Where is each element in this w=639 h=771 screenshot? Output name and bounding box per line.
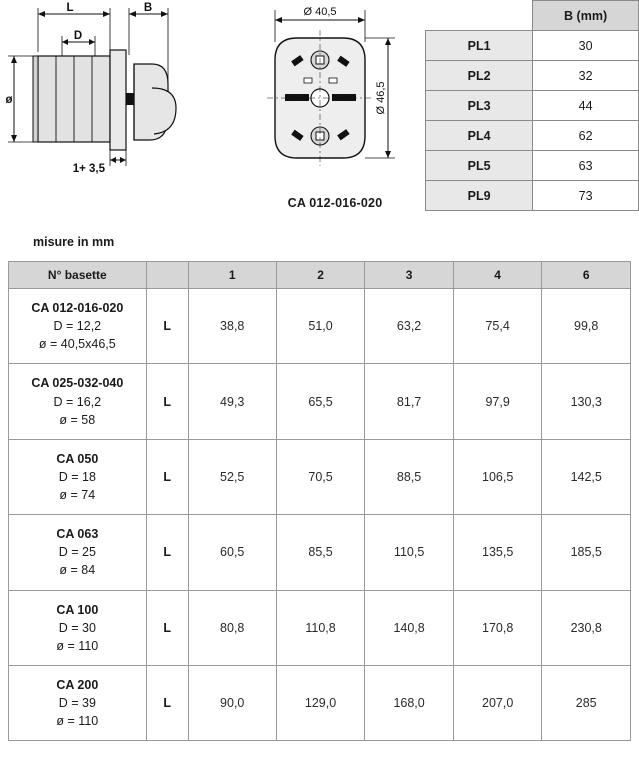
table-row — [426, 61, 639, 91]
pl-header-blank — [426, 1, 533, 31]
product-d: D = 16,2 — [53, 394, 102, 409]
product-code: CA 012-016-020 — [31, 301, 124, 315]
product-diameter: ø = 84 — [59, 563, 96, 578]
header-4: 4 — [453, 262, 542, 289]
product-name-cell — [9, 665, 147, 740]
dimension-table — [8, 261, 631, 741]
value-cell: 110,5 — [365, 515, 454, 590]
product-code: CA 050 — [56, 451, 99, 466]
table-row — [9, 364, 631, 439]
pl-name: PL1 — [426, 31, 533, 61]
product-diameter: ø = 40,5x46,5 — [38, 337, 116, 352]
product-diameter: ø = 110 — [56, 714, 99, 729]
svg-text:ø: ø — [5, 94, 13, 106]
pl-b-table — [425, 0, 639, 211]
product-name-cell — [9, 515, 147, 590]
value-cell: 207,0 — [453, 665, 542, 740]
measure-note: misure in mm — [33, 235, 115, 249]
value-cell: 88,5 — [365, 439, 454, 514]
value-cell: 49,3 — [188, 364, 276, 439]
value-cell: 140,8 — [365, 590, 454, 665]
value-cell: 130,3 — [542, 364, 631, 439]
value-cell: 129,0 — [276, 665, 365, 740]
value-cell: 80,8 — [188, 590, 276, 665]
face-view-drawing — [245, 0, 425, 225]
value-cell: 230,8 — [542, 590, 631, 665]
table-row — [9, 289, 631, 364]
value-cell: 135,5 — [453, 515, 542, 590]
pl-value: 44 — [533, 91, 639, 121]
value-cell: 97,9 — [453, 364, 542, 439]
pl-name: PL4 — [426, 121, 533, 151]
l-label: L — [146, 289, 188, 364]
value-cell: 142,5 — [542, 439, 631, 514]
drawings-area — [0, 0, 639, 225]
product-diameter: ø = 110 — [56, 638, 99, 653]
table-row — [426, 121, 639, 151]
value-cell: 60,5 — [188, 515, 276, 590]
value-cell: 70,5 — [276, 439, 365, 514]
value-cell: 51,0 — [276, 289, 365, 364]
product-d: D = 12,2 — [53, 319, 102, 334]
product-diameter: ø = 58 — [59, 412, 96, 427]
pl-value: 30 — [533, 31, 639, 61]
svg-text:1+ 3,5: 1+ 3,5 — [72, 163, 105, 175]
product-d: D = 30 — [58, 620, 96, 635]
value-cell: 168,0 — [365, 665, 454, 740]
pl-table-header-row — [426, 1, 639, 31]
product-code: CA 063 — [56, 527, 99, 542]
pl-value: 73 — [533, 181, 639, 211]
table-row — [426, 181, 639, 211]
l-label: L — [146, 590, 188, 665]
value-cell: 285 — [542, 665, 631, 740]
face-view-caption: CA 012-016-020 — [287, 196, 383, 210]
svg-text:L: L — [66, 2, 74, 14]
product-code: CA 025-032-040 — [31, 376, 124, 391]
value-cell: 63,2 — [365, 289, 454, 364]
header-6: 6 — [542, 262, 631, 289]
l-label: L — [146, 515, 188, 590]
svg-text:D: D — [73, 30, 83, 42]
product-code: CA 100 — [56, 602, 99, 617]
product-code: CA 200 — [56, 677, 99, 692]
product-d: D = 39 — [58, 696, 96, 710]
product-name-cell — [9, 289, 147, 364]
l-label: L — [146, 665, 188, 740]
value-cell: 185,5 — [542, 515, 631, 590]
svg-text:Ø 46,5: Ø 46,5 — [375, 81, 387, 115]
table-row — [9, 665, 631, 740]
value-cell: 65,5 — [276, 364, 365, 439]
dimension-table-header-row — [9, 262, 631, 289]
product-name-cell — [9, 439, 147, 514]
value-cell: 106,5 — [453, 439, 542, 514]
l-label: L — [146, 439, 188, 514]
value-cell: 81,7 — [365, 364, 454, 439]
value-cell: 38,8 — [188, 289, 276, 364]
pl-name: PL2 — [426, 61, 533, 91]
pl-value: 62 — [533, 121, 639, 151]
table-row — [426, 151, 639, 181]
table-row — [9, 439, 631, 514]
product-diameter: ø = 74 — [59, 488, 96, 502]
product-d: D = 18 — [58, 469, 96, 484]
header-2: 2 — [276, 262, 365, 289]
value-cell: 99,8 — [542, 289, 631, 364]
header-1: 1 — [188, 262, 276, 289]
table-row — [426, 31, 639, 61]
value-cell: 75,4 — [453, 289, 542, 364]
pl-header-b: B (mm) — [533, 1, 639, 31]
value-cell: 90,0 — [188, 665, 276, 740]
table-row — [426, 91, 639, 121]
pl-name: PL9 — [426, 181, 533, 211]
header-basette: N° basette — [9, 262, 147, 289]
table-row — [9, 515, 631, 590]
svg-text:B: B — [143, 2, 153, 14]
product-name-cell — [9, 590, 147, 665]
table-row — [9, 590, 631, 665]
value-cell: 110,8 — [276, 590, 365, 665]
product-d: D = 25 — [58, 545, 96, 560]
side-view-drawing — [0, 0, 255, 200]
product-name-cell — [9, 364, 147, 439]
pl-name: PL3 — [426, 91, 533, 121]
value-cell: 52,5 — [188, 439, 276, 514]
svg-text:Ø 40,5: Ø 40,5 — [303, 6, 337, 18]
header-l — [146, 262, 188, 289]
l-label: L — [146, 364, 188, 439]
value-cell: 170,8 — [453, 590, 542, 665]
pl-value: 32 — [533, 61, 639, 91]
pl-value: 63 — [533, 151, 639, 181]
header-3: 3 — [365, 262, 454, 289]
value-cell: 85,5 — [276, 515, 365, 590]
pl-name: PL5 — [426, 151, 533, 181]
